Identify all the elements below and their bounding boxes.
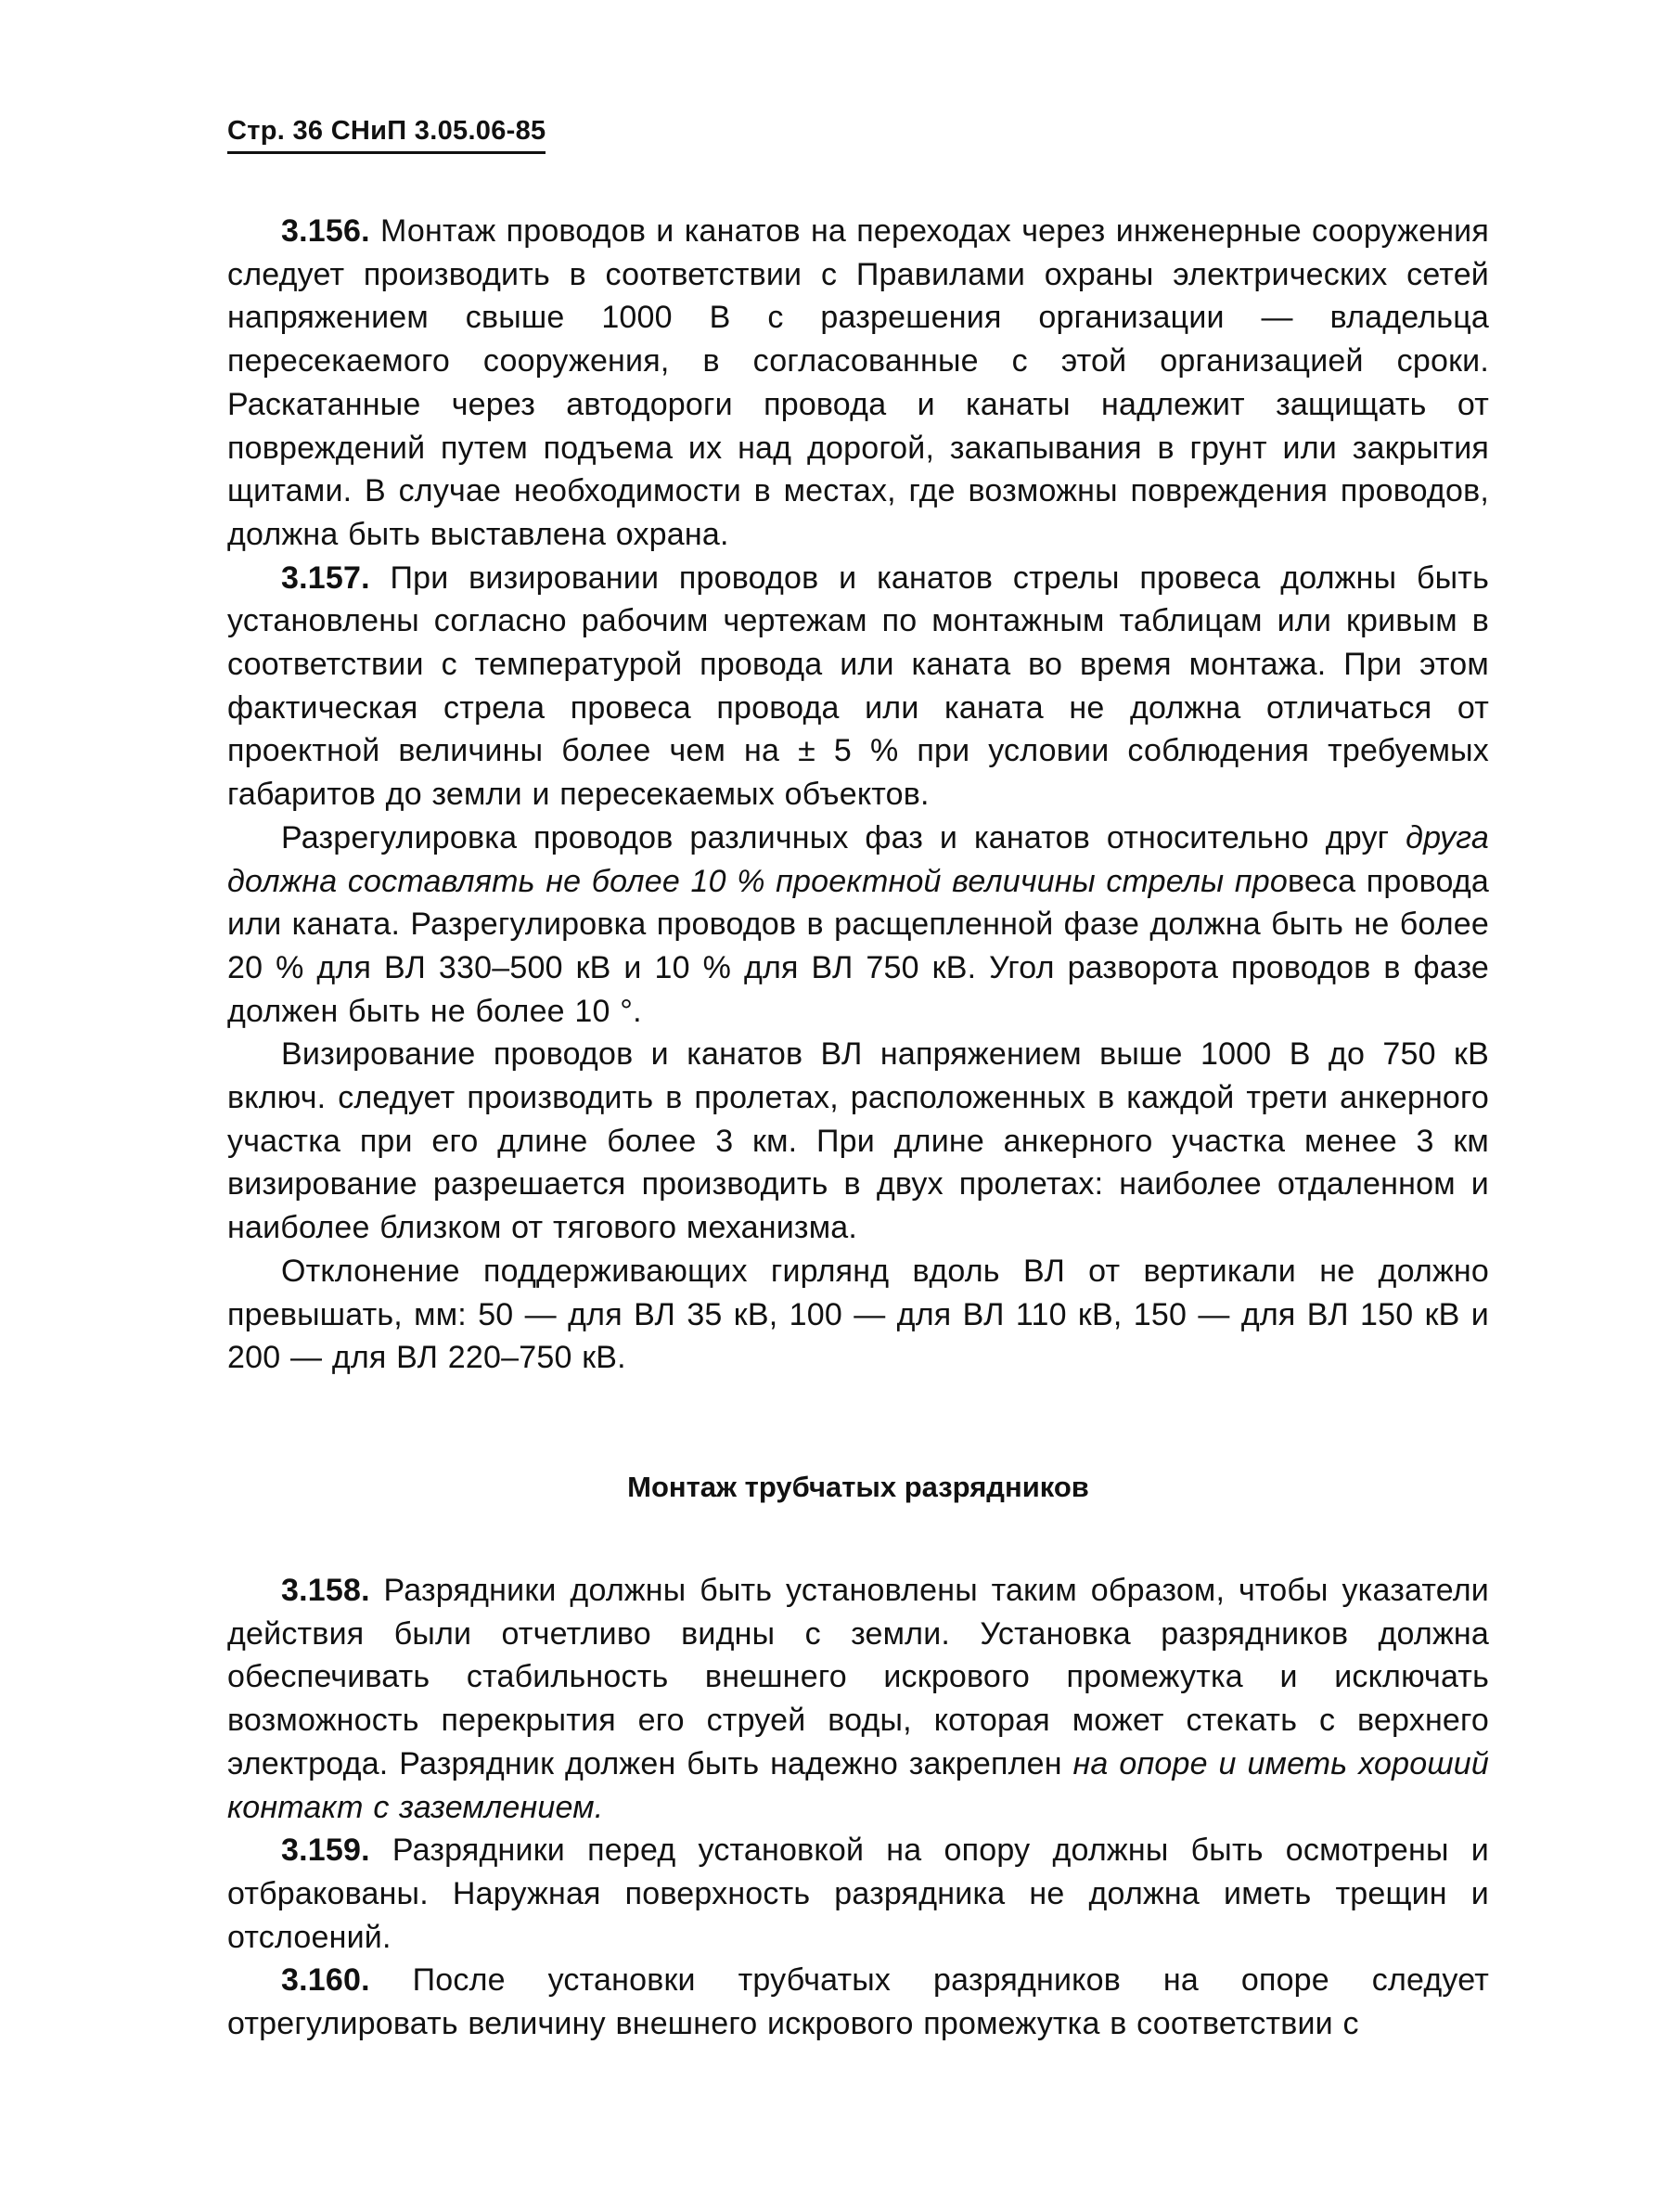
- paragraph-misalignment: [227, 817, 1489, 1034]
- document-page: [227, 116, 1489, 2046]
- clause-3-159: [227, 1829, 1489, 1959]
- section-heading: Монтаж трубчатых разрядников: [627, 1470, 1089, 1503]
- paragraph-text: веса провода или каната. Разрегулировка проводов в расщепленной фазе должна быть не более 20 % для ВЛ 330–500 кВ и 10 % для ВЛ 750 кВ. Угол разворота проводов в фазе должен быть не более 10 °.: [227, 863, 1489, 1029]
- clause-number: 3.157.: [281, 559, 370, 596]
- running-header: Стр. 36 СНиП 3.05.06-85: [227, 116, 546, 154]
- clause-3-160: [227, 1959, 1489, 2045]
- paragraph-deviation: [227, 1250, 1489, 1380]
- clause-italic-text: на опоре и иметь хороший контакт с заземлением.: [227, 1745, 1489, 1825]
- clause-text: Разрядники перед установкой на опору должны быть осмотрены и отбракованы. Наружная поверхность разрядника не должна иметь трещин и отслоений.: [227, 1833, 1489, 1955]
- clause-3-156: [227, 210, 1489, 557]
- clause-text: После установки трубчатых разрядников на опоре следует отрегулировать величину внешнего искрового промежутка в соответствии с: [227, 1962, 1489, 2042]
- clause-number: 3.156.: [281, 213, 370, 249]
- document-body: [227, 210, 1489, 2046]
- paragraph-sighting: [227, 1033, 1489, 1250]
- clause-number: 3.158.: [281, 1572, 370, 1608]
- paragraph-text: Разрегулировка проводов различных фаз и канатов относительно друг: [281, 819, 1406, 855]
- clause-number: 3.160.: [281, 1962, 370, 1999]
- clause-text: Монтаж проводов и канатов на переходах через инженерные сооружения следует производить в соответствии с Правилами охраны электрических сетей напряжением свыше 1000 В с разрешения организации — владельца пересекаемого сооружения, в согласованные с этой организацией сроки. Раскатанные через автодороги провода и канаты надлежит защищать от повреждений путем подъема их над дорогой, закапывания в грунт или закрытия щитами. В случае необходимости в местах, где возможны повреждения проводов, должна быть выставлена охрана.: [227, 213, 1489, 552]
- paragraph-italic-text: друга должна составлять не более 10 % проектной величины стрелы про: [227, 819, 1489, 899]
- clause-text: Разрядники должны быть установлены таким образом, чтобы указатели действия были отчетливо видны с земли. Установка разрядников должна обеспечивать стабильность внешнего искрового промежутка и исключать возможность перекрытия его струей воды, которая может стекать с верхнего электрода. Разрядник должен быть надежно закреплен: [227, 1572, 1489, 1781]
- clause-text: При визировании проводов и канатов стрелы провеса должны быть установлены согласно рабочим чертежам по монтажным таблицам или кривым в соответствии с температурой провода или каната во время монтажа. При этом фактическая стрела провеса провода или каната не должна отличаться от проектной величины более чем на ± 5 % при условии соблюдения требуемых габаритов до земли и пересекаемых объектов.: [227, 559, 1489, 813]
- clause-3-157: [227, 557, 1489, 817]
- clause-number: 3.159.: [281, 1833, 370, 1869]
- paragraph-text: Отклонение поддерживающих гирлянд вдоль ВЛ от вертикали не должно превышать, мм: 50 — для ВЛ 35 кВ, 100 — для ВЛ 110 кВ, 150 — для ВЛ 150 кВ и 200 — для ВЛ 220–750 кВ.: [227, 1253, 1489, 1376]
- paragraph-text: Визирование проводов и канатов ВЛ напряжением выше 1000 В до 750 кВ включ. следует производить в пролетах, расположенных в каждой трети анкерного участка при его длине более 3 км. При длине анкерного участка менее 3 км визирование разрешается производить в двух пролетах: наиболее отдаленном и наиболее близком от тягового механизма.: [227, 1036, 1489, 1246]
- clause-3-158: [227, 1569, 1489, 1829]
